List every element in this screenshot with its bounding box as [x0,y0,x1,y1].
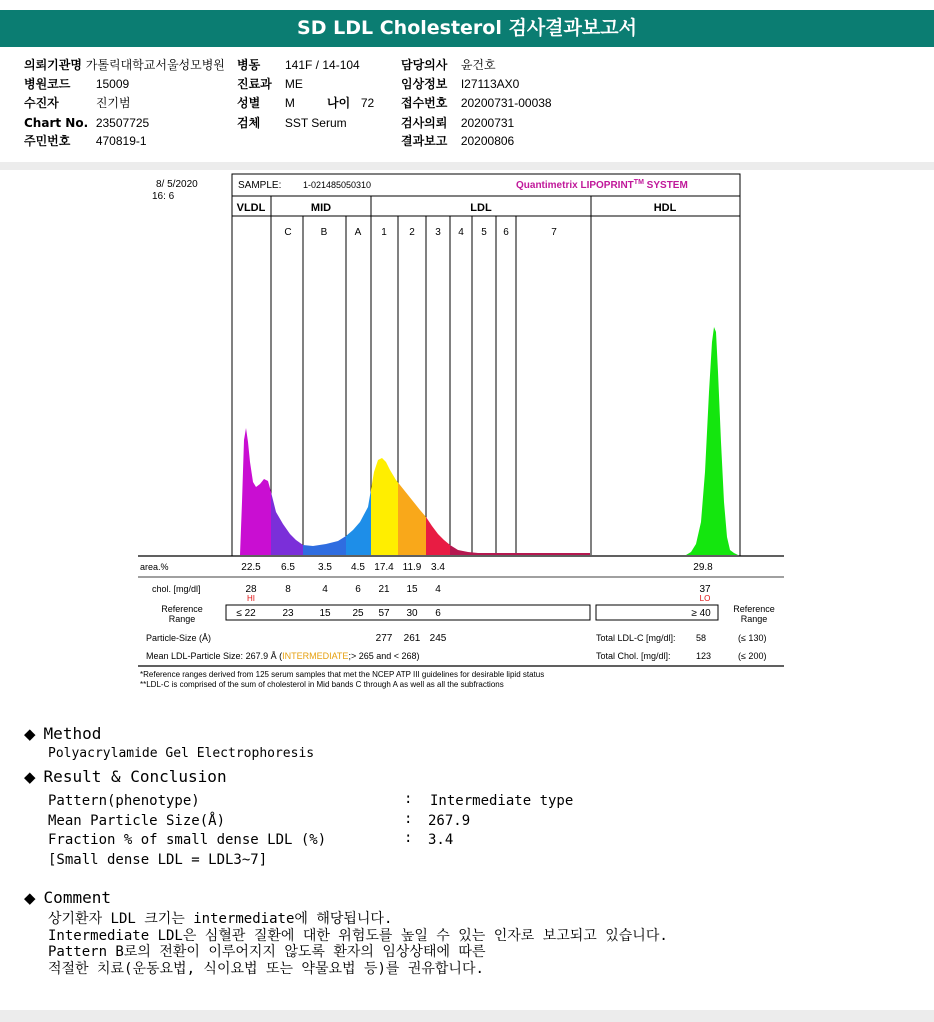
band-3: 3 [435,227,441,238]
age-row [327,95,374,111]
particle-ldl2: 261 [403,633,421,644]
chart-time: 16: 6 [152,191,175,202]
chol-ldl3: 4 [435,584,441,595]
band-4: 4 [458,227,464,238]
patient-label: 수진자 [24,96,59,110]
chart-row [24,115,149,131]
diamond-icon: ◆ [24,725,36,743]
chart-label: Chart No. [24,116,89,130]
result-value-fraction: 3.4 [428,832,454,848]
ref-label-left-2: Range [168,614,196,624]
area-hdl: 29.8 [693,562,713,573]
band-a: A [354,227,362,238]
area-ldl1: 17.4 [374,562,394,573]
ward-row [237,57,260,73]
dept-row [237,76,303,92]
comment-line-4: 적절한 치료(운동요법, 식이요법 또는 약물요법 등)를 권유합니다. [48,961,484,977]
area-vldl: 22.5 [241,562,261,573]
chol-hdl: 37 [699,584,711,595]
report-row [401,133,514,149]
specimen-row [237,115,347,131]
code-value: 15009 [95,77,130,91]
footnote-2: **LDL-C is comprised of the sum of cholesterol in Mid bands C through A as well as all the subfractions [140,680,504,689]
comment-line-3: Pattern B로의 전환이 이루어지지 않도록 환자의 임상상태에 따른 [48,944,486,960]
method-heading: ◆ Method [24,724,102,743]
age-value: 72 [360,96,375,110]
diamond-icon: ◆ [24,889,36,907]
group-ldl: LDL [470,202,492,214]
hospital-value: 가톨릭대학교서울성모병원 [85,58,225,72]
total-ldl-ref: (≤ 130) [738,633,767,643]
ssn-value: 470819-1 [95,134,147,148]
footnote-1: *Reference ranges derived from 125 serum samples that met the NCEP ATP III guidelines for desirable lipid status [140,670,545,679]
doctor-label: 담당의사 [401,58,448,72]
hospital-label: 의뢰기관명 [24,58,82,72]
ref-vldl: ≤ 22 [236,608,256,619]
result-label-size: Mean Particle Size(Å) [48,813,226,829]
result-value-pattern: Intermediate type [430,793,574,809]
result-colon-2: : [404,811,413,827]
result-colon-1: : [404,791,413,807]
ref-c: 23 [282,608,294,619]
receipt-row [401,95,552,111]
area-c: 6.5 [281,562,295,573]
sample-label: SAMPLE: [238,180,282,191]
request-row [401,115,514,131]
chol-vldl: 28 [245,584,257,595]
ward-value-wrap [285,57,360,73]
plot-frame [232,196,740,556]
result-heading: ◆ Result & Conclusion [24,767,227,786]
ref-ldl3: 6 [435,608,441,619]
ward-value: 141F / 14-104 [285,58,360,72]
band-2: 2 [409,227,415,238]
ssn-label: 주민번호 [24,134,71,148]
chol-b: 4 [322,584,328,595]
total-chol-label: Total Chol. [mg/dl]: [596,651,671,661]
method-text: Polyacrylamide Gel Electrophoresis [48,746,315,761]
code-row [24,76,129,92]
request-value: 20200731 [460,116,515,130]
group-mid: MID [310,202,332,214]
ssn-row [24,133,147,149]
doctor-value: 윤건호 [460,58,496,72]
hospital-row [24,57,225,73]
result-value-size: 267.9 [428,813,471,829]
section-divider [0,162,934,170]
comment-line-2: Intermediate LDL은 심혈관 질환에 대한 위험도를 높일 수 있는 인자로 보고되고 있습니다. [48,928,668,944]
ref-hdl: ≥ 40 [691,608,711,619]
area-ldl3: 3.4 [431,562,445,573]
dept-label: 진료과 [237,77,272,91]
clinical-value: I27113AX0 [460,77,520,91]
result-label-pattern: Pattern(phenotype) [48,793,200,809]
chol-ldl2: 15 [406,584,418,595]
report-value: 20200806 [460,134,515,148]
total-ldl-label: Total LDL-C [mg/dl]: [596,633,676,643]
ref-a: 25 [352,608,364,619]
flag-lo: LO [699,594,711,603]
specimen-value: SST Serum [284,116,347,130]
particle-label: Particle-Size (Å) [146,633,212,643]
chol-c: 8 [285,584,291,595]
age-label: 나이 [327,96,351,110]
band-5: 5 [481,227,487,238]
area-a: 4.5 [351,562,365,573]
report-label: 결과보고 [401,134,448,148]
total-chol-value: 123 [696,651,712,661]
footer-divider [0,1010,934,1022]
code-label: 병원코드 [24,77,71,91]
band-7: 7 [551,227,557,238]
curve-fills [240,327,738,555]
ward-label: 병동 [237,58,261,72]
ref-b: 15 [319,608,331,619]
fill-ldl2 [240,428,590,555]
chart-value: 23507725 [95,116,150,130]
system-name: Quantimetrix LIPOPRINT™ SYSTEM [516,179,688,191]
lipoprint-chart [138,172,788,700]
patient-row [24,95,131,111]
ref-label-right-1: Reference [733,604,775,614]
particle-ldl3: 245 [429,633,447,644]
specimen-label: 검체 [237,116,261,130]
band-c: C [284,227,292,238]
particle-ldl1: 277 [375,633,393,644]
chol-ldl1: 21 [378,584,390,595]
ref-ldl1: 57 [378,608,390,619]
area-label: area.% [140,562,169,572]
diamond-icon: ◆ [24,768,36,786]
fill-hdl [686,327,738,555]
lipoprint-svg [138,172,788,700]
total-ldl-value: 58 [696,633,707,643]
result-note: [Small dense LDL = LDL3~7] [48,852,268,868]
mean-size-line: Mean LDL-Particle Size: 267.9 Å (INTERMEDIATE;> 265 and < 268) [146,651,420,661]
doctor-row [401,57,496,73]
group-vldl: VLDL [236,202,266,214]
sex-label: 성별 [237,96,261,110]
result-label-fraction: Fraction % of small dense LDL (%) [48,832,327,848]
ref-label-right-2: Range [740,614,768,624]
patient-value: 진기범 [95,96,131,110]
receipt-label: 접수번호 [401,96,448,110]
dept-value: ME [284,77,303,91]
receipt-value: 20200731-00038 [460,96,552,110]
comment-line-1: 상기환자 LDL 크기는 intermediate에 해당됩니다. [48,911,393,927]
band-b: B [320,227,328,238]
chol-label: chol. [mg/dl] [152,584,201,594]
total-chol-ref: (≤ 200) [738,651,767,661]
report-title: SD LDL Cholesterol 검사결과보고서 [0,10,934,47]
band-6: 6 [503,227,509,238]
flag-hi: HI [247,594,255,603]
area-b: 3.5 [318,562,332,573]
ref-ldl2: 30 [406,608,418,619]
ref-label-left-1: Reference [161,604,203,614]
clinical-label: 임상정보 [401,77,448,91]
sex-value: M [284,96,295,110]
sex-row [237,95,295,111]
chol-a: 6 [355,584,361,595]
request-label: 검사의뢰 [401,116,448,130]
band-1: 1 [381,227,387,238]
comment-heading: ◆ Comment [24,888,111,907]
clinical-row [401,76,519,92]
group-hdl: HDL [653,202,677,214]
chart-date: 8/ 5/2020 [156,179,198,190]
sample-id: 1-021485050310 [303,180,372,190]
area-ldl2: 11.9 [402,562,422,573]
result-colon-3: : [404,830,413,846]
